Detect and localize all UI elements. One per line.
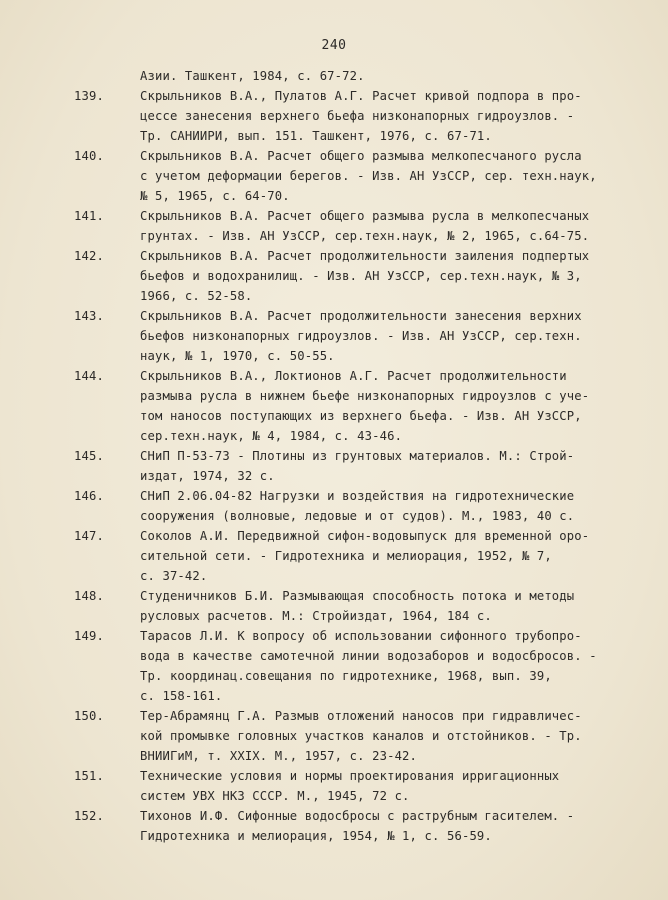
reference-entry	[74, 246, 614, 266]
reference-text: СНиП П-53-73 - Плотины из грунтовых материалов. М.: Строй-	[140, 449, 575, 463]
reference-line	[74, 506, 614, 526]
reference-text: Скрыльников В.А. Расчет продолжительности заиления подпертых	[140, 249, 590, 263]
reference-text: Скрыльников В.А. Расчет общего размыва мелкопесчаного русла	[140, 149, 582, 163]
reference-text: № 5, 1965, с. 64-70.	[140, 189, 290, 203]
reference-entry	[74, 86, 614, 106]
reference-text: с учетом деформации берегов. - Изв. АН УзССР, сер. техн.наук,	[140, 169, 597, 183]
reference-text: СНиП 2.06.04-82 Нагрузки и воздействия на гидротехнические	[140, 489, 575, 503]
reference-entry	[74, 306, 614, 326]
reference-text: Тер-Абрамянц Г.А. Размыв отложений наносов при гидравличес-	[140, 709, 582, 723]
reference-entry	[74, 206, 614, 226]
reference-number: 144.	[74, 369, 104, 383]
reference-text: кой промывке головных участков каналов и отстойников. - Тр.	[140, 729, 582, 743]
reference-number: 139.	[74, 89, 104, 103]
reference-line	[74, 826, 614, 846]
reference-entry	[74, 526, 614, 546]
reference-entry	[74, 446, 614, 466]
reference-line	[74, 726, 614, 746]
continuation-line: Азии. Ташкент, 1984, с. 67-72.	[140, 69, 365, 83]
reference-line	[74, 546, 614, 566]
reference-number: 142.	[74, 249, 104, 263]
reference-text: вода в качестве самотечной линии водозаборов и водосбросов. -	[140, 649, 597, 663]
reference-text: ВНИИГиМ, т. XXIX. М., 1957, с. 23-42.	[140, 749, 418, 763]
reference-entry	[74, 706, 614, 726]
reference-text: Тарасов Л.И. К вопросу об использовании сифонного трубопро-	[140, 629, 582, 643]
reference-number: 150.	[74, 709, 104, 723]
reference-text: Студеничников Б.И. Размывающая способность потока и методы	[140, 589, 575, 603]
reference-line	[74, 646, 614, 666]
reference-list	[74, 66, 614, 846]
reference-number: 141.	[74, 209, 104, 223]
reference-text: размыва русла в нижнем бьефе низконапорных гидроузлов с уче-	[140, 389, 590, 403]
reference-text: издат, 1974, 32 с.	[140, 469, 275, 483]
reference-line	[74, 406, 614, 426]
reference-text: Скрыльников В.А., Пулатов А.Г. Расчет кривой подпора в про-	[140, 89, 582, 103]
reference-text: Тихонов И.Ф. Сифонные водосбросы с раструбным гасителем. -	[140, 809, 575, 823]
reference-text: сительной сети. - Гидротехника и мелиорация, 1952, № 7,	[140, 549, 552, 563]
reference-line	[74, 166, 614, 186]
reference-line	[74, 606, 614, 626]
reference-text: бьефов низконапорных гидроузлов. - Изв. АН УзССР, сер.техн.	[140, 329, 582, 343]
reference-number: 147.	[74, 529, 104, 543]
reference-text: с. 37-42.	[140, 569, 208, 583]
reference-number: 149.	[74, 629, 104, 643]
reference-number: 148.	[74, 589, 104, 603]
reference-text: Скрыльников В.А., Локтионов А.Г. Расчет продолжительности	[140, 369, 567, 383]
reference-line	[74, 186, 614, 206]
reference-text: Технические условия и нормы проектирования ирригационных	[140, 769, 560, 783]
reference-line	[74, 346, 614, 366]
reference-text: сер.техн.наук, № 4, 1984, с. 43-46.	[140, 429, 403, 443]
reference-entry	[74, 626, 614, 646]
reference-text: сооружения (волновые, ледовые и от судов). М., 1983, 40 с.	[140, 509, 575, 523]
reference-entry	[74, 486, 614, 506]
reference-line	[74, 426, 614, 446]
reference-line	[74, 226, 614, 246]
reference-text: систем УВХ НКЗ СССР. М., 1945, 72 с.	[140, 789, 410, 803]
reference-text: Тр. САНИИРИ, вып. 151. Ташкент, 1976, с. 67-71.	[140, 129, 492, 143]
reference-line	[74, 566, 614, 586]
reference-number: 151.	[74, 769, 104, 783]
reference-line	[74, 746, 614, 766]
reference-text: грунтах. - Изв. АН УзССР, сер.техн.наук, № 2, 1965, с.64-75.	[140, 229, 590, 243]
reference-text: Тр. координац.совещания по гидротехнике, 1968, вып. 39,	[140, 669, 552, 683]
reference-text: том наносов поступающих из верхнего бьефа. - Изв. АН УзССР,	[140, 409, 582, 423]
reference-text: бьефов и водохранилищ. - Изв. АН УзССР, сер.техн.наук, № 3,	[140, 269, 582, 283]
reference-number: 145.	[74, 449, 104, 463]
reference-text: Гидротехника и мелиорация, 1954, № 1, с. 56-59.	[140, 829, 492, 843]
reference-text: Соколов А.И. Передвижной сифон-водовыпуск для временной оро-	[140, 529, 590, 543]
reference-text: наук, № 1, 1970, с. 50-55.	[140, 349, 335, 363]
page-number: 240	[321, 38, 347, 53]
reference-entry	[74, 766, 614, 786]
reference-number: 146.	[74, 489, 104, 503]
reference-line	[74, 686, 614, 706]
reference-line	[74, 286, 614, 306]
reference-line	[74, 126, 614, 146]
reference-entry	[74, 586, 614, 606]
reference-line	[74, 666, 614, 686]
reference-text: русловых расчетов. М.: Стройиздат, 1964, 184 с.	[140, 609, 492, 623]
reference-text: Скрыльников В.А. Расчет общего размыва русла в мелкопесчаных	[140, 209, 590, 223]
reference-line	[74, 326, 614, 346]
reference-text: 1966, с. 52-58.	[140, 289, 253, 303]
reference-number: 143.	[74, 309, 104, 323]
reference-line	[74, 386, 614, 406]
reference-line	[74, 266, 614, 286]
reference-line	[74, 466, 614, 486]
reference-entry	[74, 366, 614, 386]
reference-text: цессе занесения верхнего бьефа низконапорных гидроузлов. -	[140, 109, 575, 123]
reference-entry	[74, 806, 614, 826]
reference-text: Скрыльников В.А. Расчет продолжительности занесения верхних	[140, 309, 582, 323]
reference-number: 140.	[74, 149, 104, 163]
reference-text: с. 158-161.	[140, 689, 223, 703]
reference-line	[74, 786, 614, 806]
reference-entry	[74, 146, 614, 166]
reference-number: 152.	[74, 809, 104, 823]
reference-line	[74, 106, 614, 126]
